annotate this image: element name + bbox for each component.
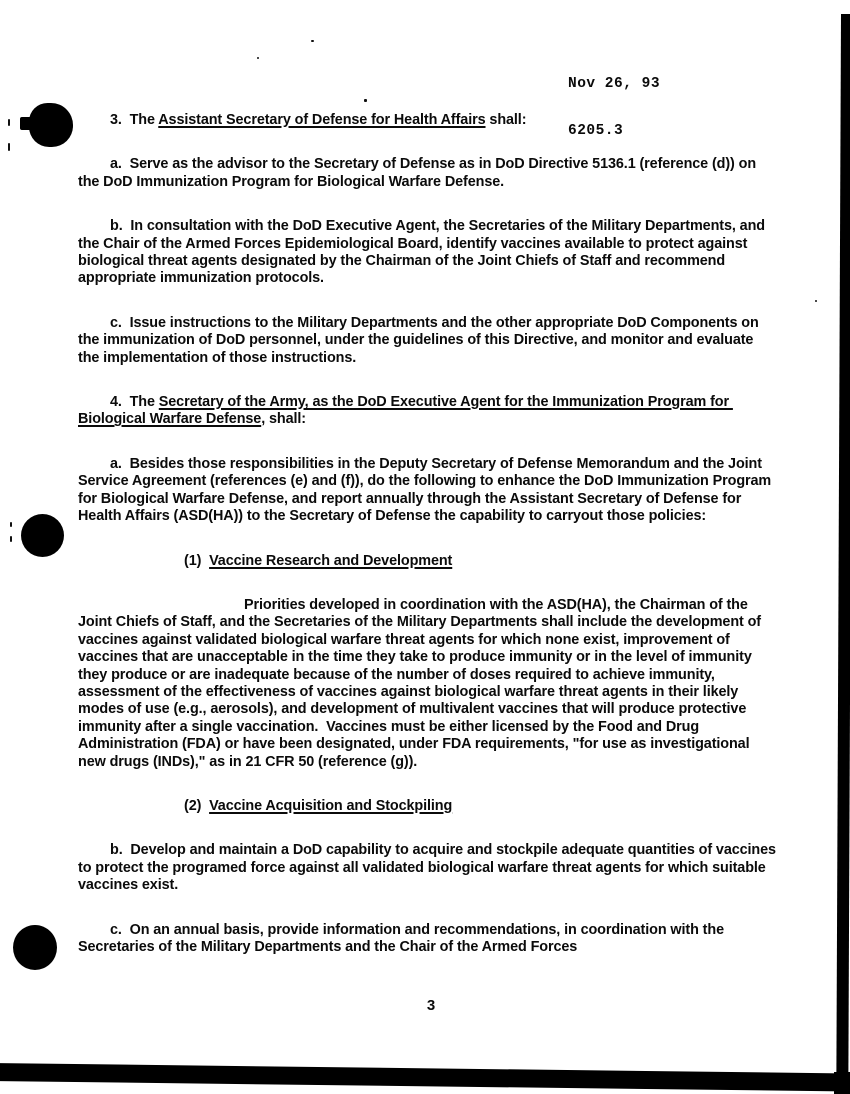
- scan-artifact: [311, 40, 314, 42]
- scan-corner-patch: [834, 1072, 850, 1094]
- scan-artifact: [8, 143, 10, 151]
- scan-artifact: [815, 300, 817, 302]
- subheading-number: (2): [184, 797, 210, 814]
- underlined-title: Assistant Secretary of Defense for Health Affairs: [158, 112, 486, 128]
- scan-artifact: [257, 57, 259, 59]
- subheading-vaccine-acquisition: [184, 798, 776, 815]
- underlined-title: Vaccine Research and Development: [209, 552, 453, 569]
- hole-punch-mark: [13, 925, 57, 970]
- page-number: 3: [426, 997, 436, 1014]
- paragraph-4a: a. Besides those responsibilities in the Deputy Secretary of Defense Memorandum and the Joint Service Agreement (references (e) and (f)), do the following to enhance the DoD Immunization Program for Biological Warfare Defense, and report annually through the Assistant Secretary of Defense for Health Affairs (ASD(HA)) to the Secretary of Defense the capability to carryout those policies:: [78, 455, 776, 525]
- hole-punch-mark: [29, 103, 73, 147]
- paragraph-3-heading: [78, 112, 776, 129]
- paragraph-tail: , shall:: [261, 411, 306, 428]
- paragraph-4b: b. Develop and maintain a DoD capability to acquire and stockpile adequate quantities of vaccines to protect the programed force against all validated biological warfare threat agents for which suitable vaccines exist.: [78, 842, 780, 894]
- paragraph-priorities: Priorities developed in coordination with the ASD(HA), the Chairman of the Joint Chiefs of Staff, and the Secretaries of the Military Departments shall include the development of vaccines against validated biological warfare threat agents for which none exist, improvement of vaccines that are unacceptable in the time they take to produce immunity or in the level of immunity they produce or are inadequate because of the number of doses required to achieve immunity, assessment of the effectiveness of vaccines against biological warfare threat agents in their likely modes of use (e.g., aerosols), and development of multivalent vaccines that will produce protective immunity after a single vaccination. Vaccines must be either licensed by the Food and Drug Administration (FDA) or have been designated, under FDA requirements, "for use as investigational new drugs (INDs)," as in 21 CFR 50 (reference (g)).: [78, 596, 765, 770]
- subheading-number: (1): [184, 552, 210, 569]
- paragraph-tail: shall:: [485, 112, 527, 128]
- paragraph-4c: c. On an annual basis, provide information and recommendations, in coordination with the Secretaries of the Military Departments and the Chair of the Armed Forces: [78, 921, 728, 955]
- underlined-title: Vaccine Acquisition and Stockpiling: [209, 797, 453, 814]
- paragraph-lead: 3. The: [110, 112, 159, 128]
- paragraph-3c: c. Issue instructions to the Military Departments and the other appropriate DoD Components on the immunization of DoD personnel, under the guidelines of this Directive, and monitor and evaluate the implementation of those instructions.: [78, 314, 763, 366]
- scan-artifact: [364, 99, 367, 102]
- paragraph-4-heading: [78, 394, 776, 429]
- document-date: Nov 26, 93: [568, 76, 661, 92]
- paragraph-lead: 4. The: [110, 394, 159, 411]
- directive-number: 6205.3: [568, 122, 624, 139]
- scan-artifact: [10, 536, 12, 542]
- hole-punch-mark: [21, 514, 64, 557]
- scan-bottom-edge: [0, 1063, 850, 1092]
- document-body: [78, 112, 780, 956]
- paragraph-3a: a. Serve as the advisor to the Secretary of Defense as in DoD Directive 5136.1 (reference (d)) on the DoD Immunization Program for Biological Warfare Defense.: [78, 156, 760, 190]
- subheading-vaccine-research: [184, 553, 776, 570]
- hole-punch-mark: [20, 117, 34, 130]
- scan-right-edge: [836, 14, 850, 1080]
- scan-artifact: [8, 119, 10, 126]
- paragraph-3b: b. In consultation with the DoD Executive Agent, the Secretaries of the Military Departments, and the Chair of the Armed Forces Epidemiological Board, identify vaccines available to protect against biological threat agents designated by the Chairman of the Joint Chiefs of Staff and recommend appropriate immunization protocols.: [78, 218, 769, 287]
- scan-artifact: [10, 522, 12, 527]
- underlined-title: Secretary of the Army, as the DoD Executive Agent for the Immunization Program for Biological Warfare Defense: [78, 394, 733, 428]
